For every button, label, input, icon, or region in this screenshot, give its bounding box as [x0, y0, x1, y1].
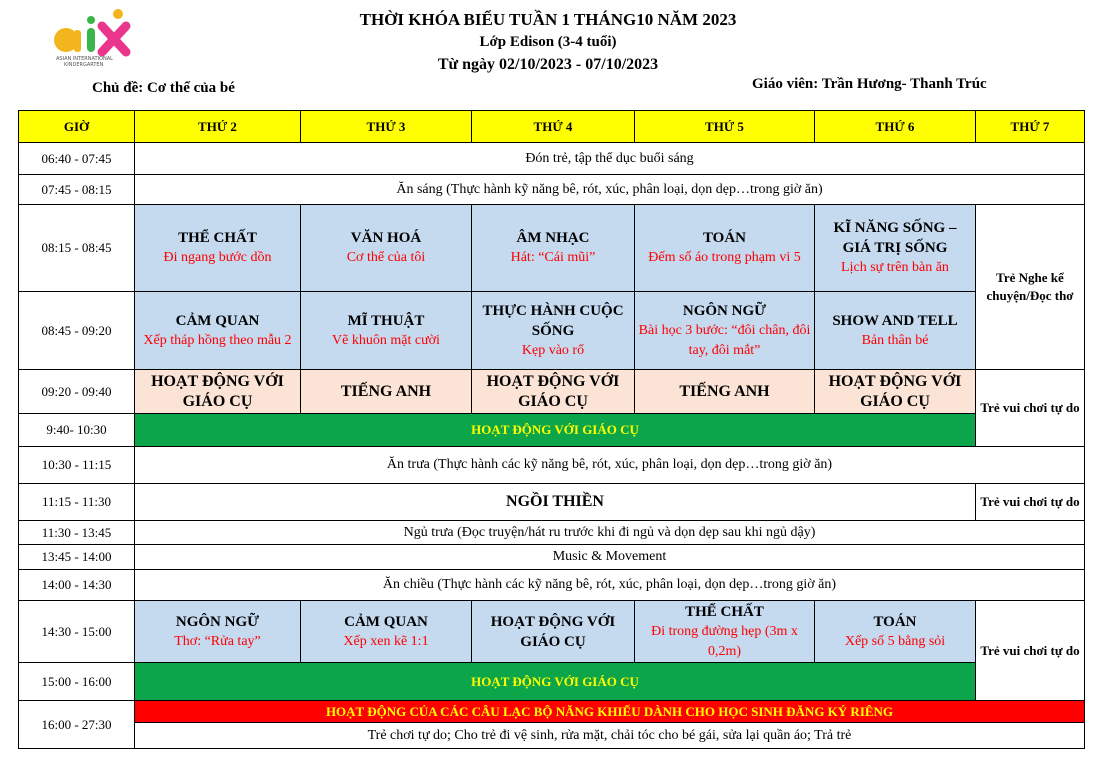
- saturday-afternoon-cell: Trẻ vui chơi tự do: [976, 601, 1085, 701]
- time-cell: 11:30 - 13:45: [19, 521, 135, 545]
- activity-span-cell: Ngủ trưa (Đọc truyện/hát ru trước khi đi ngủ và dọn dẹp sau khi ngủ dậy): [135, 521, 1085, 545]
- col-header-thu: THỨ 5: [635, 111, 815, 143]
- subject-label: VĂN HOÁ: [350, 230, 422, 246]
- activity-span-cell: Đón trẻ, tập thể dục buổi sáng: [135, 143, 1085, 175]
- subject-label: CẢM QUAN: [175, 312, 260, 329]
- subject-label: HOẠT ĐỘNG VỚI GIÁO CỤ: [490, 613, 616, 650]
- time-cell: 14:00 - 14:30: [19, 570, 135, 601]
- time-cell: 9:40- 10:30: [19, 414, 135, 447]
- col-header-sat: THỨ 7: [976, 111, 1085, 143]
- schedule-row: [19, 723, 1085, 749]
- schedule-row: [19, 143, 1085, 175]
- activity-cell: [301, 292, 472, 370]
- subject-label: THỰC HÀNH CUỘC SỐNG: [482, 302, 624, 339]
- time-cell: 06:40 - 07:45: [19, 143, 135, 175]
- schedule-row: [19, 570, 1085, 601]
- col-header-wed: THỨ 4: [472, 111, 635, 143]
- subject-label: SHOW AND TELL: [832, 312, 958, 329]
- activity-desc: Bản thân bé: [861, 332, 929, 348]
- time-cell: 14:30 - 15:00: [19, 601, 135, 663]
- activity-cell: [815, 292, 976, 370]
- date-range: Từ ngày 02/10/2023 - 07/10/2023: [437, 56, 659, 73]
- topic-label: Chủ đề: Cơ thể của bé: [92, 80, 235, 96]
- activity-cell: [301, 205, 472, 292]
- activity-cell: HOẠT ĐỘNG VỚI GIÁO CỤ: [815, 370, 976, 414]
- svg-text:ASIAN INTERNATIONAL: ASIAN INTERNATIONAL: [56, 56, 113, 62]
- activity-cell: [301, 601, 472, 663]
- activity-span-cell: Trẻ chơi tự do; Cho trẻ đi vệ sinh, rửa mặt, chải tóc cho bé gái, sửa lại quần áo; Trả trẻ: [135, 723, 1085, 749]
- activity-desc: Đi ngang bước dồn: [163, 250, 272, 265]
- activity-desc: Xếp tháp hồng theo mẫu 2: [143, 332, 292, 348]
- activity-desc: Vẽ khuôn mặt cười: [332, 332, 440, 348]
- schedule-row: [19, 292, 1085, 370]
- schedule-row: [19, 601, 1085, 663]
- time-cell: 16:00 - 27:30: [19, 701, 135, 749]
- class-name: Lớp Edison (3-4 tuổi): [479, 34, 617, 50]
- time-cell: 10:30 - 11:15: [19, 447, 135, 484]
- saturday-morning-cell: Trẻ Nghe kể chuyện/Đọc thơ: [976, 205, 1085, 370]
- subject-label: THỂ CHẤT: [178, 230, 257, 246]
- activity-desc: Hát: “Cái mũi”: [510, 250, 596, 265]
- activity-desc: Thơ: “Rửa tay”: [174, 633, 261, 649]
- svg-text:KINDERGARTEN: KINDERGARTEN: [64, 62, 104, 68]
- col-header-fri: THỨ 6: [815, 111, 976, 143]
- time-cell: 09:20 - 09:40: [19, 370, 135, 414]
- schedule-table: [18, 110, 1085, 749]
- schedule-title: THỜI KHÓA BIỂU TUẦN 1 THÁNG10 NĂM 2023: [359, 10, 737, 29]
- activity-desc: Cơ thể của tôi: [346, 250, 426, 265]
- schedule-row: [19, 414, 1085, 447]
- activity-desc: Xếp số 5 bằng sỏi: [844, 633, 946, 649]
- subject-label: MĨ THUẬT: [347, 312, 425, 329]
- activity-desc: Bài học 3 bước: “đôi chân, đôi tay, đôi mắt”: [638, 322, 811, 358]
- activity-span-cell: HOẠT ĐỘNG VỚI GIÁO CỤ: [135, 414, 976, 447]
- activity-span-cell: HOẠT ĐỘNG VỚI GIÁO CỤ: [135, 663, 976, 701]
- activity-cell: [472, 601, 635, 663]
- activity-span-cell: Ăn chiều (Thực hành các kỹ năng bê, rót, xúc, phân loại, dọn dẹp…trong giờ ăn): [135, 570, 1085, 601]
- subject-label: TOÁN: [873, 613, 917, 630]
- activity-cell: TIẾNG ANH: [635, 370, 815, 414]
- schedule-row: [19, 545, 1085, 570]
- activity-desc: Xếp xen kẽ 1:1: [343, 633, 429, 649]
- time-cell: 13:45 - 14:00: [19, 545, 135, 570]
- schedule-row: [19, 663, 1085, 701]
- activity-cell: [815, 601, 976, 663]
- subject-label: THỂ CHẤT: [685, 603, 764, 620]
- activity-span-cell: Ăn trưa (Thực hành các kỹ năng bê, rót, xúc, phân loại, dọn dẹp…trong giờ ăn): [135, 447, 1085, 484]
- activity-cell: [815, 205, 976, 292]
- schedule-row: [19, 521, 1085, 545]
- schedule-row: [19, 447, 1085, 484]
- schedule-row: [19, 484, 1085, 521]
- activity-cell: [472, 292, 635, 370]
- col-header-mon: THỨ 2: [135, 111, 301, 143]
- activity-desc: Kẹp vào rổ: [521, 342, 585, 358]
- activity-cell: HOẠT ĐỘNG VỚI GIÁO CỤ: [472, 370, 635, 414]
- activity-desc: Lịch sự trên bàn ăn: [841, 260, 949, 275]
- time-cell: 08:15 - 08:45: [19, 205, 135, 292]
- schedule-row: [19, 205, 1085, 292]
- time-cell: 15:00 - 16:00: [19, 663, 135, 701]
- activity-cell: [135, 601, 301, 663]
- time-cell: 08:45 - 09:20: [19, 292, 135, 370]
- activity-cell: [635, 205, 815, 292]
- saturday-noon-cell: Trẻ vui chơi tự do: [976, 484, 1085, 521]
- activity-span-cell: Music & Movement: [135, 545, 1085, 570]
- time-cell: 11:15 - 11:30: [19, 484, 135, 521]
- activity-cell: [135, 292, 301, 370]
- activity-span-cell: NGỒI THIỀN: [135, 484, 976, 521]
- activity-cell: [635, 601, 815, 663]
- subject-label: ÂM NHẠC: [516, 230, 590, 246]
- schedule-row: [19, 175, 1085, 205]
- col-header-tue: THỨ 3: [301, 111, 472, 143]
- activity-desc: Đếm số áo trong phạm vi 5: [648, 250, 801, 265]
- teacher-label: Giáo viên: Trần Hương- Thanh Trúc: [752, 76, 987, 92]
- saturday-mid-cell: Trẻ vui chơi tự do: [976, 370, 1085, 447]
- time-cell: 07:45 - 08:15: [19, 175, 135, 205]
- schedule-row: [19, 370, 1085, 414]
- subject-label: TOÁN: [702, 230, 747, 246]
- activity-cell: TIẾNG ANH: [301, 370, 472, 414]
- subject-label: KĨ NĂNG SỐNG – GIÁ TRỊ SỐNG: [833, 220, 957, 256]
- activity-cell: [472, 205, 635, 292]
- activity-span-cell: Ăn sáng (Thực hành kỹ năng bê, rót, xúc, phân loại, dọn dẹp…trong giờ ăn): [135, 175, 1085, 205]
- subject-label: CẢM QUAN: [344, 613, 428, 630]
- activity-cell: HOẠT ĐỘNG VỚI GIÁO CỤ: [135, 370, 301, 414]
- col-header-time: GIỜ: [19, 111, 135, 143]
- activity-desc: Đi trong đường hẹp (3m x 0,2m): [651, 623, 798, 659]
- header-row: [19, 111, 1085, 143]
- schedule-row: [19, 701, 1085, 723]
- activity-cell: [135, 205, 301, 292]
- activity-cell: [635, 292, 815, 370]
- subject-label: NGÔN NGỮ: [175, 613, 260, 630]
- subject-label: NGÔN NGỮ: [682, 302, 767, 319]
- club-activity-cell: HOẠT ĐỘNG CỦA CÁC CÂU LẠC BỘ NĂNG KHIẾU DÀNH CHO HỌC SINH ĐĂNG KÝ RIÊNG: [135, 701, 1085, 723]
